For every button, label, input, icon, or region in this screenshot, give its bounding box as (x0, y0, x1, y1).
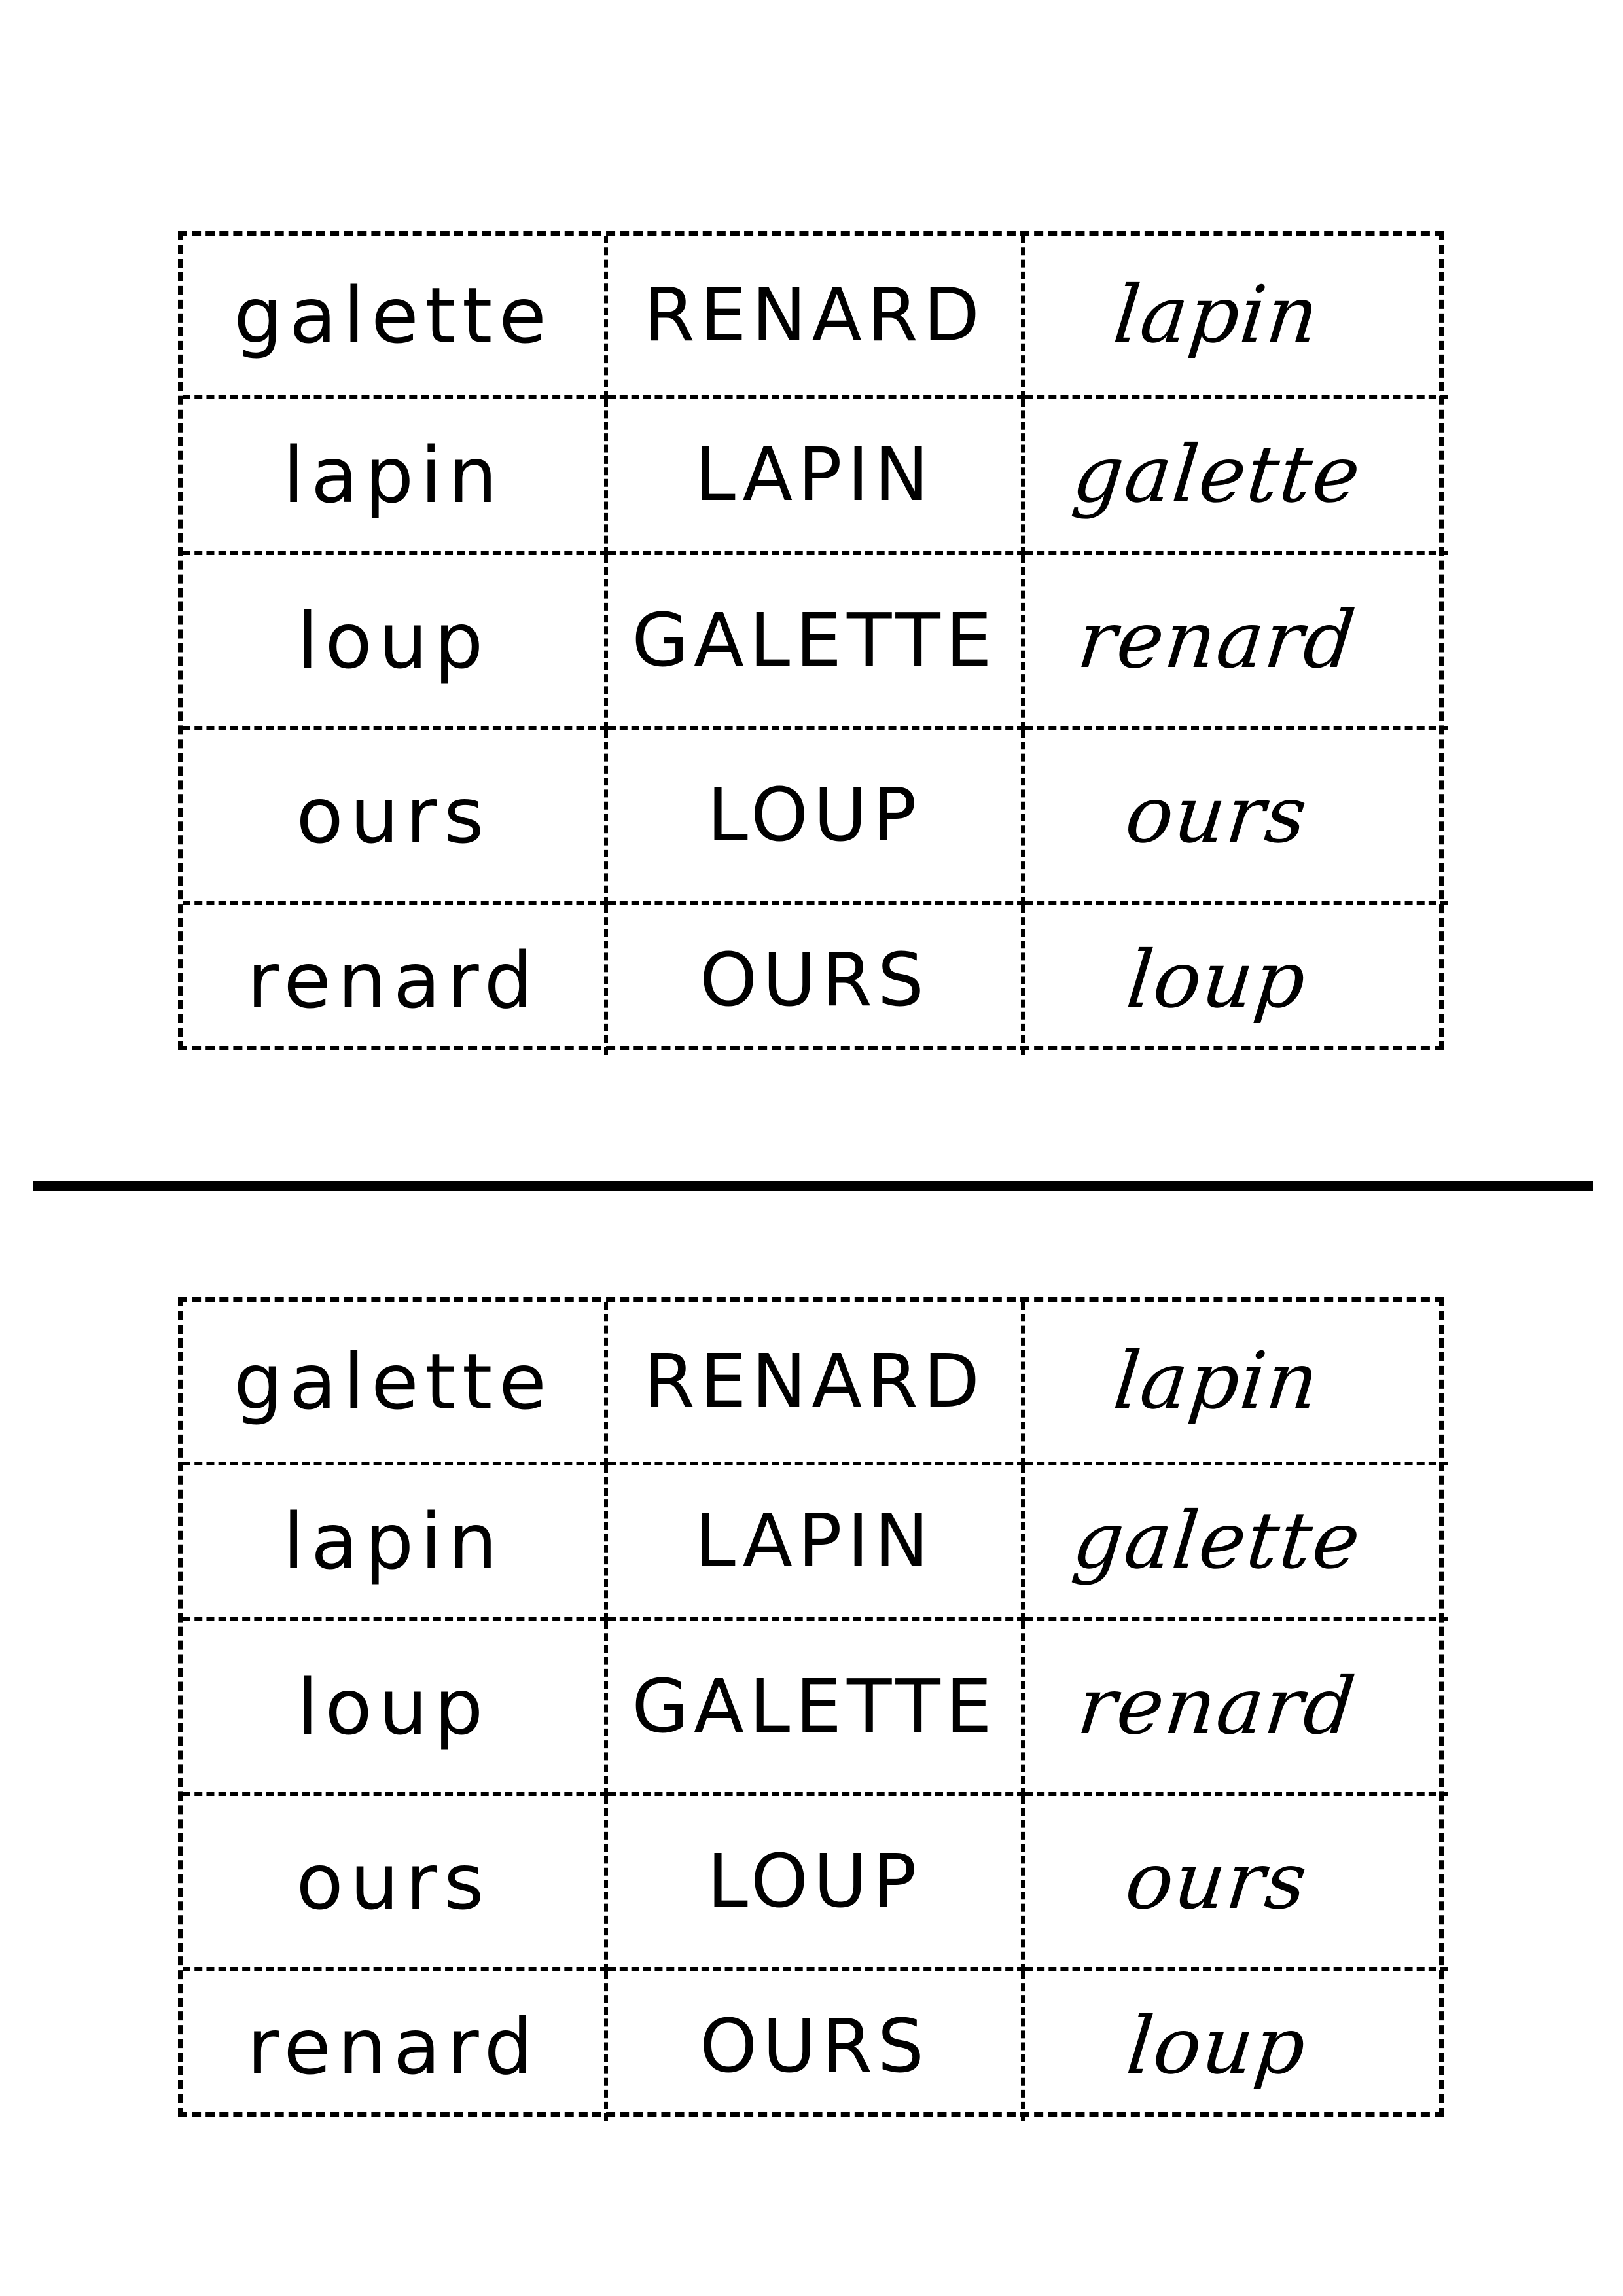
word-card-grid-bottom (178, 1297, 1444, 2117)
word-lowercase: loup (296, 595, 490, 686)
word-cursive: renard (1073, 594, 1361, 686)
word-lowercase: lapin (283, 430, 504, 520)
word-lowercase: loup (296, 1661, 490, 1752)
word-uppercase: RENARD (643, 273, 986, 358)
word-card (1025, 399, 1448, 555)
word-lowercase: galette (234, 270, 553, 361)
word-card (1025, 555, 1448, 730)
word-uppercase: OURS (699, 937, 930, 1023)
word-cursive: renard (1073, 1660, 1361, 1752)
word-lowercase: ours (296, 770, 491, 861)
word-card (608, 730, 1025, 905)
word-card (183, 1621, 608, 1796)
word-card (1025, 1796, 1448, 1971)
word-card (608, 399, 1025, 555)
word-card (1025, 905, 1448, 1055)
word-card (608, 1465, 1025, 1621)
word-uppercase: LOUP (707, 773, 922, 858)
word-card (183, 905, 608, 1055)
word-card (183, 236, 608, 399)
word-cursive: ours (1121, 770, 1313, 861)
word-lowercase: ours (296, 1837, 491, 1927)
word-uppercase: GALETTE (632, 1664, 997, 1749)
cut-line-divider (33, 1181, 1593, 1191)
word-card (608, 555, 1025, 730)
word-card (608, 905, 1025, 1055)
word-card (1025, 236, 1448, 399)
word-card (608, 1971, 1025, 2121)
word-card (183, 1302, 608, 1465)
word-cursive: loup (1122, 2000, 1311, 2092)
word-cursive: galette (1068, 429, 1366, 520)
word-card (183, 1796, 608, 1971)
word-card (1025, 1971, 1448, 2121)
word-card (1025, 1621, 1448, 1796)
word-uppercase: RENARD (643, 1339, 986, 1424)
word-cursive: loup (1122, 934, 1311, 1026)
word-uppercase: LAPIN (694, 1499, 935, 1584)
word-uppercase: LAPIN (694, 433, 935, 518)
word-cursive: lapin (1110, 270, 1325, 361)
word-lowercase: renard (247, 935, 540, 1026)
word-card-grid-top (178, 231, 1444, 1050)
word-card (1025, 1302, 1448, 1465)
word-uppercase: OURS (699, 2003, 930, 2089)
word-card (183, 1971, 608, 2121)
word-lowercase: renard (247, 2001, 540, 2092)
word-lowercase: lapin (283, 1496, 504, 1587)
word-card (1025, 730, 1448, 905)
word-card (183, 399, 608, 555)
word-cursive: galette (1068, 1496, 1366, 1587)
word-card (608, 1621, 1025, 1796)
word-card (608, 1302, 1025, 1465)
word-uppercase: LOUP (707, 1839, 922, 1924)
word-card (1025, 1465, 1448, 1621)
word-card (608, 236, 1025, 399)
word-cursive: ours (1121, 1836, 1313, 1927)
word-card (183, 730, 608, 905)
word-card (183, 555, 608, 730)
word-card (608, 1796, 1025, 1971)
word-card (183, 1465, 608, 1621)
word-lowercase: galette (234, 1336, 553, 1427)
word-cursive: lapin (1110, 1336, 1325, 1427)
word-uppercase: GALETTE (632, 598, 997, 683)
